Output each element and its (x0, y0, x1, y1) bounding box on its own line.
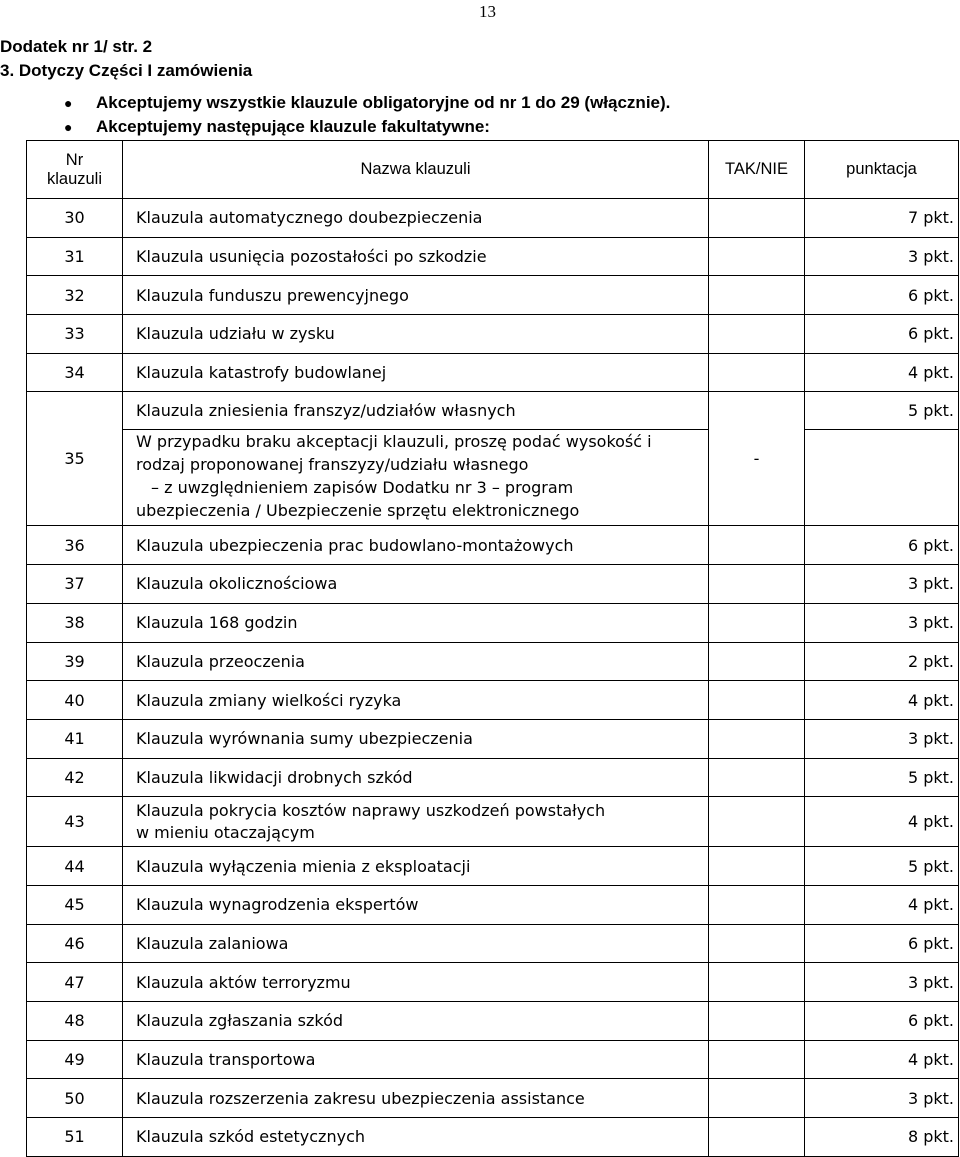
table-header-row (27, 141, 959, 199)
tak-nie-cell (709, 963, 805, 1002)
row-number: 42 (27, 758, 123, 797)
tak-nie-cell (709, 719, 805, 758)
rows-group-a (27, 199, 959, 392)
tak-nie-cell (709, 847, 805, 886)
row-number: 32 (27, 276, 123, 315)
clause-points: 3 pkt. (805, 719, 959, 758)
tak-nie-cell (709, 924, 805, 963)
rows-group-c (27, 847, 959, 1157)
table-row (27, 1079, 959, 1118)
header-nr (27, 141, 123, 199)
tak-nie-cell (709, 758, 805, 797)
bullet-icon: ● (64, 119, 73, 135)
clause-points: 6 pkt. (805, 526, 959, 565)
tak-nie-cell (709, 276, 805, 315)
tak-nie-cell (709, 1118, 805, 1157)
header-tak-nie: TAK/NIE (709, 141, 805, 199)
row-number: 35 (27, 392, 123, 526)
tak-nie-cell (709, 353, 805, 392)
clause-name: Klauzula zniesienia franszyz/udziałów własnych (123, 392, 709, 430)
row-number: 45 (27, 885, 123, 924)
row-35-group (27, 392, 959, 526)
tak-nie-cell (709, 526, 805, 565)
clause-points: 6 pkt. (805, 315, 959, 354)
table-row (27, 797, 959, 847)
row-number: 48 (27, 1002, 123, 1041)
clauses-table (26, 140, 959, 1157)
row-number: 51 (27, 1118, 123, 1157)
row-number: 38 (27, 603, 123, 642)
clause-points: 7 pkt. (805, 199, 959, 238)
clause-name-line: Klauzula pokrycia kosztów naprawy uszkodzeń powstałych (136, 800, 606, 820)
bullet-text: Akceptujemy następujące klauzule fakultatywne: (96, 117, 490, 136)
row-43-group (27, 797, 959, 847)
clause-points: 6 pkt. (805, 1002, 959, 1041)
clause-points: 4 pkt. (805, 681, 959, 720)
table-row (27, 681, 959, 720)
tak-nie-cell (709, 199, 805, 238)
header-points: punktacja (805, 141, 959, 199)
clause-points: 6 pkt. (805, 276, 959, 315)
table-row (27, 276, 959, 315)
table-row (27, 392, 959, 430)
clause-name: Klauzula aktów terroryzmu (123, 963, 709, 1002)
section-heading: 3. Dotyczy Części I zamówienia (0, 61, 253, 80)
clause-points: 3 pkt. (805, 565, 959, 604)
tak-nie-cell (709, 565, 805, 604)
table-row (27, 885, 959, 924)
bullet-text: Akceptujemy wszystkie klauzule obligatoryjne od nr 1 do 29 (włącznie). (96, 93, 671, 112)
document-heading: Dodatek nr 1/ str. 2 (0, 37, 153, 56)
clause-points: 3 pkt. (805, 963, 959, 1002)
clause-points: 8 pkt. (805, 1118, 959, 1157)
note-line: – z uwzględnieniem zapisów Dodatku nr 3 – program (151, 478, 574, 498)
clause-name: Klauzula zgłaszania szkód (123, 1002, 709, 1041)
row-number: 50 (27, 1079, 123, 1118)
tak-nie-cell (709, 797, 805, 847)
table-row (27, 963, 959, 1002)
table-row (27, 1118, 959, 1157)
tak-nie-cell (709, 885, 805, 924)
row-number: 39 (27, 642, 123, 681)
table-row (27, 603, 959, 642)
clause-points: 4 pkt. (805, 885, 959, 924)
table-row (27, 353, 959, 392)
clause-points: 6 pkt. (805, 924, 959, 963)
table-row (27, 847, 959, 886)
clause-points: 3 pkt. (805, 237, 959, 276)
clause-points: 3 pkt. (805, 1079, 959, 1118)
clause-name: Klauzula katastrofy budowlanej (123, 353, 709, 392)
clause-points: 4 pkt. (805, 353, 959, 392)
row-number: 49 (27, 1040, 123, 1079)
clause-points: 5 pkt. (805, 847, 959, 886)
table-row (27, 315, 959, 354)
clause-points: 3 pkt. (805, 603, 959, 642)
rows-group-b (27, 526, 959, 797)
clause-name: Klauzula zalaniowa (123, 924, 709, 963)
row-number: 47 (27, 963, 123, 1002)
tak-nie-cell (709, 315, 805, 354)
tak-nie-cell: - (709, 392, 805, 526)
table-row (27, 924, 959, 963)
tak-nie-cell (709, 642, 805, 681)
row-number: 46 (27, 924, 123, 963)
clause-name: Klauzula wyłączenia mienia z eksploatacji (123, 847, 709, 886)
header-nr-line2: klauzuli (46, 169, 103, 188)
note-line: rodzaj proponowanej franszyzy/udziału własnego (136, 455, 529, 475)
table-row (27, 565, 959, 604)
tak-nie-cell (709, 1040, 805, 1079)
tak-nie-cell (709, 237, 805, 276)
table-row (27, 642, 959, 681)
table-row (27, 1040, 959, 1079)
bullet-item (64, 93, 670, 117)
row-number: 31 (27, 237, 123, 276)
clause-note (123, 430, 709, 526)
row-number: 30 (27, 199, 123, 238)
bullet-item (64, 117, 670, 141)
table-row (27, 199, 959, 238)
row-number: 40 (27, 681, 123, 720)
table-row (27, 1002, 959, 1041)
tak-nie-cell (709, 1002, 805, 1041)
clause-name: Klauzula okolicznościowa (123, 565, 709, 604)
row-number: 36 (27, 526, 123, 565)
page-number: 13 (479, 2, 496, 21)
clause-name (123, 797, 709, 847)
clause-name: Klauzula zmiany wielkości ryzyka (123, 681, 709, 720)
clause-name: Klauzula przeoczenia (123, 642, 709, 681)
bullet-list (64, 93, 670, 141)
clause-points-empty (805, 430, 959, 526)
clause-name: Klauzula 168 godzin (123, 603, 709, 642)
clause-points: 2 pkt. (805, 642, 959, 681)
tak-nie-cell (709, 603, 805, 642)
clause-name: Klauzula likwidacji drobnych szkód (123, 758, 709, 797)
clause-name: Klauzula usunięcia pozostałości po szkodzie (123, 237, 709, 276)
clause-name: Klauzula wynagrodzenia ekspertów (123, 885, 709, 924)
table-row (27, 526, 959, 565)
clause-name: Klauzula transportowa (123, 1040, 709, 1079)
table-row (27, 237, 959, 276)
clause-name: Klauzula szkód estetycznych (123, 1118, 709, 1157)
row-number: 44 (27, 847, 123, 886)
header-nr-line1: Nr (65, 150, 84, 169)
table-row (27, 758, 959, 797)
row-number: 37 (27, 565, 123, 604)
row-number: 43 (27, 797, 123, 847)
row-number: 33 (27, 315, 123, 354)
row-number: 34 (27, 353, 123, 392)
clause-name-line: w mieniu otaczającym (136, 822, 315, 842)
clause-name: Klauzula funduszu prewencyjnego (123, 276, 709, 315)
clause-points: 5 pkt. (805, 758, 959, 797)
note-line: ubezpieczenia / Ubezpieczenie sprzętu elektronicznego (136, 501, 580, 521)
tak-nie-cell (709, 681, 805, 720)
table-row (27, 719, 959, 758)
clause-name: Klauzula automatycznego doubezpieczenia (123, 199, 709, 238)
clause-points: 5 pkt. (805, 392, 959, 430)
clause-name: Klauzula rozszerzenia zakresu ubezpieczenia assistance (123, 1079, 709, 1118)
row-number: 41 (27, 719, 123, 758)
note-line: W przypadku braku akceptacji klauzuli, proszę podać wysokość i (136, 432, 652, 452)
clause-name: Klauzula udziału w zysku (123, 315, 709, 354)
tak-nie-cell (709, 1079, 805, 1118)
header-name: Nazwa klauzuli (123, 141, 709, 199)
clause-points: 4 pkt. (805, 1040, 959, 1079)
clause-points: 4 pkt. (805, 797, 959, 847)
clause-name: Klauzula ubezpieczenia prac budowlano-montażowych (123, 526, 709, 565)
table-row-note (27, 430, 959, 526)
bullet-icon: ● (64, 95, 73, 111)
clause-name: Klauzula wyrównania sumy ubezpieczenia (123, 719, 709, 758)
